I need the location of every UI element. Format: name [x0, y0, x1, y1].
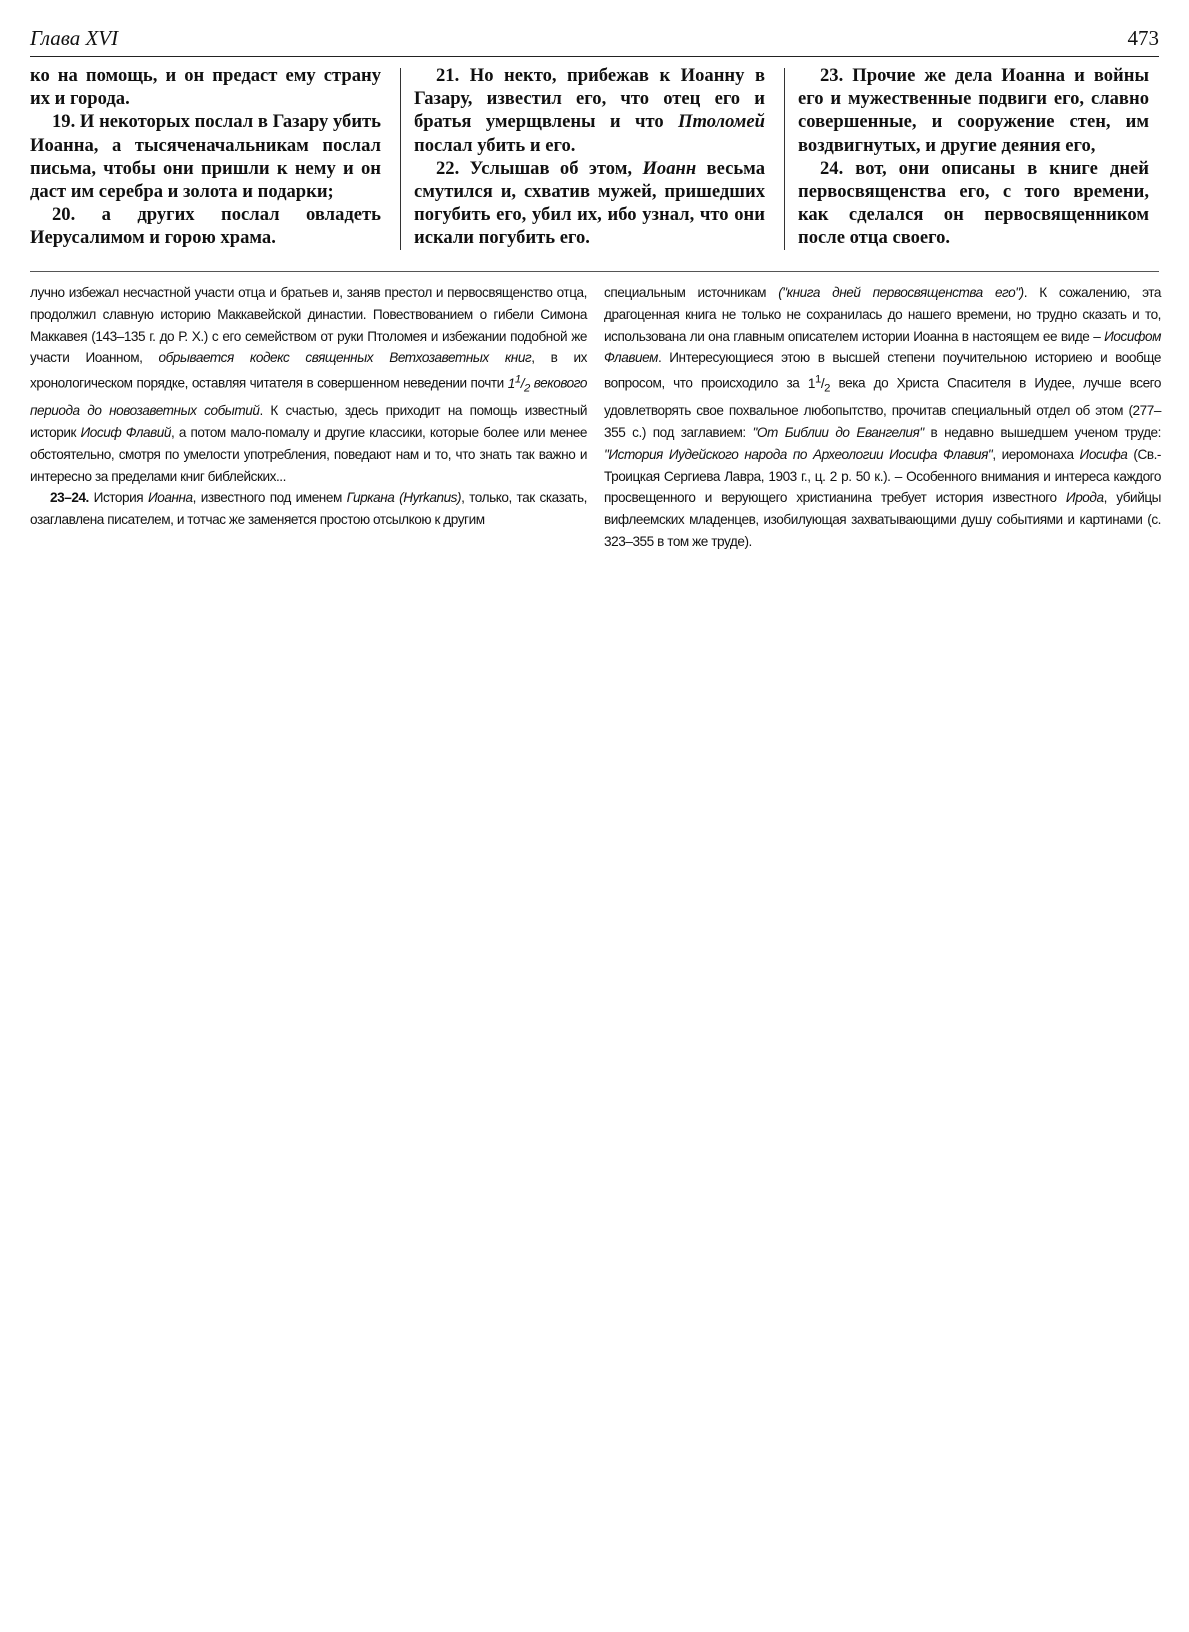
text: , иеромонаха — [992, 446, 1080, 462]
column-divider — [400, 68, 401, 250]
header-rule — [30, 56, 1159, 57]
fraction-numerator: 1 — [514, 373, 521, 386]
italic-text: Иосифа — [1079, 446, 1128, 462]
verse-19: 19. И некоторых послал в Газару убить Иоанна, а тысяченачальникам послал письма, чтобы они пришли к нему и он даст им серебра и золота и подарки; — [30, 111, 381, 203]
verse-name-italic: Птоломей — [678, 111, 765, 133]
text: века до Христа Спасителя в Иудее, лучше всего удовлетворять свое похвальное любопытство, прочитав специальный отдел об этом (277–355 с.) под заглавием: — [604, 375, 1161, 441]
text: в недавно вышедшем ученом труде: — [923, 425, 1161, 441]
italic-text: векового периода до новозаветных событий — [30, 375, 587, 419]
text: , а потом мало-помалу и другие классики, которые более или менее обстоятельно, смотря по умелости употребления, поведают нам и то, что знать так важно и интересно за пределами книг библейских... — [30, 425, 587, 484]
column-divider — [784, 68, 785, 250]
italic-text: Гиркана (Hyrkanus) — [346, 490, 462, 506]
text: , только, так сказать, озаглавлена писателем, и тотчас же заменяется простою отсылкою к другим — [30, 490, 587, 528]
commentary-column-1 — [30, 282, 587, 531]
verse-reference: 23–24. — [50, 490, 89, 506]
italic-text: "От Библии до Евангелия" — [752, 425, 924, 441]
italic-text: Ирода — [1065, 490, 1104, 506]
text: . К сожалению, эта драгоценная книга не только не сохранилась до нашего времени, но трудно сказать и то, использована ли она главным описателем истории Иоанна в настоящем ее виде – — [604, 285, 1162, 344]
fraction-denominator: 2 — [824, 382, 831, 395]
verse-text: 21. Но некто, прибежав к Иоанну в Газару, известил его, что отец его и братья умерщвлены и что — [414, 65, 765, 133]
commentary-paragraph — [604, 282, 1161, 553]
italic-text: Иосиф Флавий — [80, 425, 172, 441]
fraction-slash: / — [520, 375, 525, 391]
text: . Интересующиеся этою в высшей степени поучительною историею и вообще вопросом, что происходило за — [604, 350, 1161, 391]
verse-text: 22. Услышав об этом, — [436, 157, 643, 179]
text: , известного под именем — [192, 490, 347, 506]
verse-23: 23. Прочие же дела Иоанна и войны его и мужественные подвиги его, славно совершенные, и сооружение стен, им воздвигнутых, и другие деяния его, — [798, 65, 1149, 156]
chapter-title: Глава XVI — [30, 26, 119, 50]
scripture-text — [30, 64, 1159, 256]
verse-21 — [414, 64, 765, 157]
fraction-numerator: 1 — [814, 373, 821, 386]
verse-continuation: ко на помощь, и он предаст ему страну их и города. — [30, 65, 381, 110]
text: , убийцы вифлеемских младенцев, изобилующая захватывающими душу событиями и картинами (с. 323–355 в том же труде). — [604, 490, 1161, 550]
commentary-paragraph — [30, 487, 587, 531]
section-rule — [30, 271, 1159, 272]
fraction-whole: 1 — [807, 375, 815, 391]
commentary-column-2 — [604, 282, 1161, 553]
italic-text: Иоанна — [147, 490, 193, 506]
fraction-denominator: 2 — [524, 382, 530, 395]
scripture-column-3 — [798, 64, 1149, 250]
verse-name-italic: Иоанн — [642, 157, 697, 179]
fraction — [807, 373, 831, 395]
scripture-column-2 — [414, 64, 765, 250]
fraction-whole: 1 — [507, 375, 515, 391]
text: (Св.-Троицкая Сергиева Лавра, 1903 г., ц. 2 р. 50 к.). – Особенного внимания и интереса каждого просвещенного и верующего христианина требует история известного — [604, 446, 1161, 506]
text: , в их хронологическом порядке, оставляя читателя в совершенном неведении почти — [30, 350, 588, 391]
italic-text: ("книга дней первосвященства его") — [778, 285, 1024, 300]
italic-text: "История Иудейского народа по Археологии Иосифа Флавия" — [604, 446, 993, 462]
verse-text: весьма смутился и, схватив мужей, пришедших погубить его, убил их, ибо узнал, что они искали погубить его. — [414, 157, 765, 249]
page-number: 473 — [1127, 26, 1159, 50]
verse-text: послал убить и его. — [414, 134, 576, 156]
commentary-paragraph — [30, 282, 587, 487]
italic-text: обрывается кодекс священных Ветхозаветных книг — [158, 350, 532, 366]
text: История — [88, 490, 148, 506]
fraction — [507, 373, 530, 395]
scripture-column-1 — [30, 64, 381, 250]
running-header — [30, 22, 1159, 52]
text: . К счастью, здесь приходит на помощь известный историк — [30, 403, 587, 441]
verse-22 — [414, 157, 765, 250]
text: лучно избежал несчастной участи отца и братьев и, заняв престол и первосвященство отца, продолжил славную историю Маккавейской династии. Повествованием о гибели Симона Маккавея (143–135 г. до Р. Х.) с его семейством от руки Птоломея и избежании подобной же участи Иоанном, — [30, 285, 587, 366]
verse-24: 24. вот, они описаны в книге дней первосвященства его, с того времени, как сделался он первосвященником после отца своего. — [798, 157, 1149, 249]
italic-text: Иосифом Флавием — [604, 328, 1161, 366]
verse-20: 20. а других послал овладеть Иерусалимом и горою храма. — [30, 204, 381, 249]
fraction-slash: / — [820, 375, 825, 391]
text: специальным источникам — [604, 285, 779, 300]
